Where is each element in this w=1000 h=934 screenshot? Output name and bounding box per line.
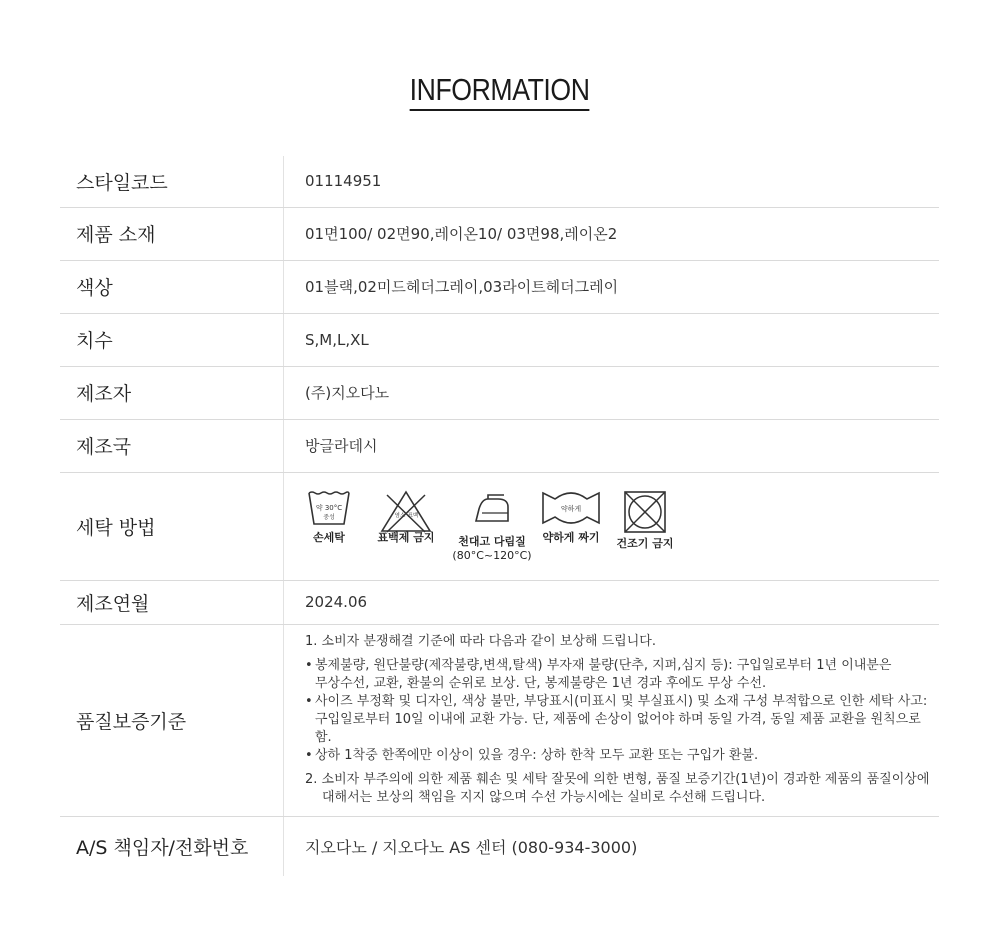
row-washing bbox=[60, 472, 939, 580]
quality-bullet-1-line1: • 봉제불량, 원단불량(제작불량,변색,탈색) 부자재 불량(단추, 지퍼,심지 등): 구입일로부터 1년 이내분은 bbox=[315, 658, 892, 673]
quality-bullet-1 bbox=[305, 657, 939, 693]
quality-bullet-2-line2: 구입일로부터 10일 이내에 교환 가능. 단, 제품에 손상이 없어야 하며 동일 가격, 동일 제품 교환을 원칙으로 함. bbox=[315, 712, 921, 745]
no-bleach-icon bbox=[379, 489, 433, 535]
label-country: 제조국 bbox=[60, 419, 284, 472]
care-iron bbox=[450, 489, 534, 563]
quality-bullet-1-line2: 무상수선, 교환, 환불의 순위로 보상. 단, 봉제불량은 1년 경과 후에도 무상 수선. bbox=[315, 676, 767, 691]
label-maker: 제조자 bbox=[60, 366, 284, 419]
value-quality bbox=[284, 624, 940, 816]
quality-bullet-2-line1: • 사이즈 부정확 및 디자인, 색상 불만, 부당표시(미표시 및 부실표시) 및 소재 구성 부적합으로 인한 세탁 사고: bbox=[315, 694, 928, 709]
value-country: 방글라데시 bbox=[284, 419, 940, 472]
quality-terms bbox=[305, 633, 939, 807]
iron-temp-range: (80°C~120°C) bbox=[452, 549, 532, 562]
row-as bbox=[60, 816, 939, 876]
label-material: 제품 소재 bbox=[60, 207, 284, 260]
wring-icon bbox=[541, 489, 601, 527]
row-maker bbox=[60, 366, 939, 419]
section-title: INFORMATION bbox=[0, 72, 1000, 111]
value-maker: (주)지오다노 bbox=[284, 366, 940, 419]
no-bleach-label: 표백제 금지 bbox=[377, 531, 435, 544]
label-quality: 품질보증기준 bbox=[60, 624, 284, 816]
no-dryer-icon bbox=[622, 489, 668, 535]
quality-point-2 bbox=[305, 771, 939, 807]
row-color bbox=[60, 260, 939, 313]
no-bleach-text1: 염소 bbox=[394, 513, 406, 519]
quality-bullet-3-line1: • 상하 1착중 한쪽에만 이상이 있을 경우: 상하 한착 모두 교환 또는 구입가 환불. bbox=[315, 748, 759, 763]
quality-point-2-line2: 대해서는 보상의 책임을 지지 않으며 수선 가능시에는 실비로 수선해 드립니다. bbox=[322, 790, 766, 805]
value-washing bbox=[284, 472, 940, 580]
row-country bbox=[60, 419, 939, 472]
iron-label: 천대고 다림질 bbox=[458, 535, 526, 548]
label-color: 색상 bbox=[60, 260, 284, 313]
value-color: 01블랙,02미드헤더그레이,03라이트헤더그레이 bbox=[284, 260, 940, 313]
row-style-code bbox=[60, 156, 939, 207]
row-material bbox=[60, 207, 939, 260]
value-date: 2024.06 bbox=[284, 580, 940, 624]
quality-point-2-line1: 2. 소비자 부주의에 의한 제품 훼손 및 세탁 잘못에 의한 변형, 품질 보증기간(1년)이 경과한 제품의 품질이상에 bbox=[305, 772, 930, 787]
row-date bbox=[60, 580, 939, 624]
hand-wash-label: 손세탁 bbox=[313, 531, 345, 544]
label-date: 제조연월 bbox=[60, 580, 284, 624]
iron-icon bbox=[468, 489, 516, 531]
care-symbols bbox=[305, 489, 939, 563]
care-no-dry bbox=[610, 489, 680, 551]
no-bleach-text2: 표백 bbox=[407, 513, 419, 519]
hand-wash-neutral-text: 중성 bbox=[323, 514, 335, 521]
no-dry-label: 건조기 금지 bbox=[616, 537, 674, 550]
value-style-code: 01114951 bbox=[284, 156, 940, 207]
wring-label: 약하게 짜기 bbox=[542, 531, 600, 544]
value-size: S,M,L,XL bbox=[284, 313, 940, 366]
value-material: 01면100/ 02면90,레이온10/ 03면98,레이온2 bbox=[284, 207, 940, 260]
row-quality bbox=[60, 624, 939, 816]
info-table bbox=[60, 156, 939, 876]
quality-bullet-2 bbox=[305, 693, 939, 747]
hand-wash-temp-text: 약 30°C bbox=[315, 504, 343, 512]
hand-wash-icon bbox=[307, 489, 351, 527]
wring-text: 약하게 bbox=[560, 505, 582, 513]
care-wring bbox=[536, 489, 606, 545]
label-size: 치수 bbox=[60, 313, 284, 366]
label-washing: 세탁 방법 bbox=[60, 472, 284, 580]
value-as: 지오다노 / 지오다노 AS 센터 (080-934-3000) bbox=[305, 837, 638, 857]
row-size bbox=[60, 313, 939, 366]
quality-point-1: 1. 소비자 분쟁해결 기준에 따라 다음과 같이 보상해 드립니다. bbox=[305, 634, 656, 649]
care-no-bleach bbox=[374, 489, 438, 545]
care-hand-wash bbox=[305, 489, 353, 545]
quality-bullet-3 bbox=[305, 747, 939, 765]
label-as: A/S 책임자/전화번호 bbox=[60, 816, 284, 876]
label-style-code: 스타일코드 bbox=[60, 156, 284, 207]
